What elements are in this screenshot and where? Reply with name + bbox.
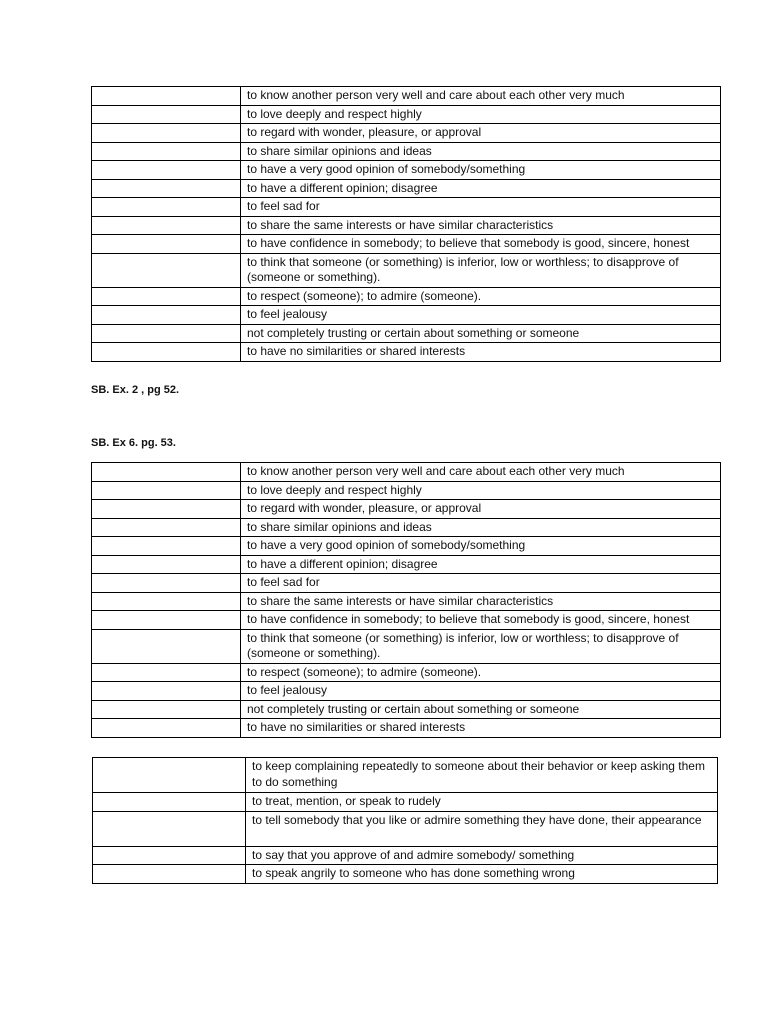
definition-cell: to think that someone (or something) is inferior, low or worthless; to disapprove of (someone or something). <box>241 253 721 287</box>
table-row <box>92 629 721 663</box>
answer-cell[interactable] <box>93 758 246 793</box>
definition-cell: to treat, mention, or speak to rudely <box>246 793 718 812</box>
definition-cell: to share the same interests or have similar characteristics <box>241 592 721 611</box>
definition-cell: to feel jealousy <box>241 682 721 701</box>
table-row <box>92 537 721 556</box>
answer-cell[interactable] <box>93 846 246 865</box>
exercise-label: SB. Ex 6. pg. 53. <box>91 437 176 449</box>
table-row <box>92 198 721 217</box>
answer-cell[interactable] <box>92 198 241 217</box>
definition-cell: to have a different opinion; disagree <box>241 179 721 198</box>
definition-cell: to know another person very well and care about each other very much <box>241 463 721 482</box>
answer-cell[interactable] <box>92 105 241 124</box>
answer-cell[interactable] <box>92 611 241 630</box>
table-row <box>92 306 721 325</box>
definitions-table-2 <box>91 462 721 738</box>
answer-cell[interactable] <box>92 179 241 198</box>
definition-cell: to have no similarities or shared interests <box>241 719 721 738</box>
answer-cell[interactable] <box>92 216 241 235</box>
answer-cell[interactable] <box>92 235 241 254</box>
table-row <box>92 663 721 682</box>
answer-cell[interactable] <box>92 682 241 701</box>
table-row <box>92 179 721 198</box>
table-row <box>92 719 721 738</box>
definition-cell: to have a very good opinion of somebody/something <box>241 537 721 556</box>
definition-cell: to feel sad for <box>241 198 721 217</box>
table-row <box>92 682 721 701</box>
definition-cell: to respect (someone); to admire (someone). <box>241 287 721 306</box>
definition-cell: to tell somebody that you like or admire something they have done, their appearance <box>246 811 718 846</box>
table-row <box>92 700 721 719</box>
answer-cell[interactable] <box>92 161 241 180</box>
table-row <box>92 105 721 124</box>
definition-cell: not completely trusting or certain about something or someone <box>241 324 721 343</box>
table-row <box>92 161 721 180</box>
table-row <box>92 235 721 254</box>
definition-cell: to regard with wonder, pleasure, or approval <box>241 124 721 143</box>
table-row <box>92 555 721 574</box>
table-row <box>92 87 721 106</box>
answer-cell[interactable] <box>92 324 241 343</box>
definition-cell: to feel sad for <box>241 574 721 593</box>
definition-cell: to love deeply and respect highly <box>241 481 721 500</box>
exercise-label: SB. Ex. 2 , pg 52. <box>91 384 180 396</box>
table-row <box>92 216 721 235</box>
table-row <box>92 481 721 500</box>
table-row <box>92 518 721 537</box>
definition-cell: to have a very good opinion of somebody/something <box>241 161 721 180</box>
answer-cell[interactable] <box>93 793 246 812</box>
definition-cell: to share similar opinions and ideas <box>241 142 721 161</box>
answer-cell[interactable] <box>92 719 241 738</box>
definition-cell: to say that you approve of and admire somebody/ something <box>246 846 718 865</box>
definition-cell: to feel jealousy <box>241 306 721 325</box>
table-row <box>92 324 721 343</box>
answer-cell[interactable] <box>92 142 241 161</box>
answer-cell[interactable] <box>92 306 241 325</box>
answer-cell[interactable] <box>92 463 241 482</box>
answer-cell[interactable] <box>92 87 241 106</box>
definition-cell: to keep complaining repeatedly to someone about their behavior or keep asking them to do something <box>246 758 718 793</box>
definitions-table-3 <box>92 757 718 884</box>
definition-cell: to share the same interests or have similar characteristics <box>241 216 721 235</box>
answer-cell[interactable] <box>92 700 241 719</box>
table-row <box>92 592 721 611</box>
answer-cell[interactable] <box>93 865 246 884</box>
answer-cell[interactable] <box>92 287 241 306</box>
table-row <box>93 846 718 865</box>
table-row <box>92 463 721 482</box>
table-row <box>92 574 721 593</box>
answer-cell[interactable] <box>92 518 241 537</box>
table-row <box>93 758 718 793</box>
definition-cell: to love deeply and respect highly <box>241 105 721 124</box>
definition-cell: to share similar opinions and ideas <box>241 518 721 537</box>
table-row <box>93 865 718 884</box>
definition-cell: to have a different opinion; disagree <box>241 555 721 574</box>
definition-cell: to respect (someone); to admire (someone). <box>241 663 721 682</box>
definition-cell: to have confidence in somebody; to believe that somebody is good, sincere, honest <box>241 611 721 630</box>
definition-cell: to regard with wonder, pleasure, or approval <box>241 500 721 519</box>
table-row <box>92 343 721 362</box>
answer-cell[interactable] <box>92 592 241 611</box>
answer-cell[interactable] <box>92 500 241 519</box>
table-row <box>92 124 721 143</box>
definition-cell: not completely trusting or certain about something or someone <box>241 700 721 719</box>
table-row <box>92 287 721 306</box>
definition-cell: to think that someone (or something) is inferior, low or worthless; to disapprove of (someone or something). <box>241 629 721 663</box>
answer-cell[interactable] <box>92 574 241 593</box>
answer-cell[interactable] <box>92 629 241 663</box>
answer-cell[interactable] <box>92 555 241 574</box>
definition-cell: to know another person very well and care about each other very much <box>241 87 721 106</box>
answer-cell[interactable] <box>92 663 241 682</box>
table-row <box>92 500 721 519</box>
definition-cell: to speak angrily to someone who has done something wrong <box>246 865 718 884</box>
definition-cell: to have no similarities or shared interests <box>241 343 721 362</box>
answer-cell[interactable] <box>93 811 246 846</box>
answer-cell[interactable] <box>92 537 241 556</box>
table-row <box>93 811 718 846</box>
table-row <box>93 793 718 812</box>
answer-cell[interactable] <box>92 124 241 143</box>
answer-cell[interactable] <box>92 253 241 287</box>
answer-cell[interactable] <box>92 481 241 500</box>
table-row <box>92 142 721 161</box>
table-row <box>92 611 721 630</box>
answer-cell[interactable] <box>92 343 241 362</box>
definitions-table-1 <box>91 86 721 362</box>
definition-cell: to have confidence in somebody; to believe that somebody is good, sincere, honest <box>241 235 721 254</box>
table-row <box>92 253 721 287</box>
